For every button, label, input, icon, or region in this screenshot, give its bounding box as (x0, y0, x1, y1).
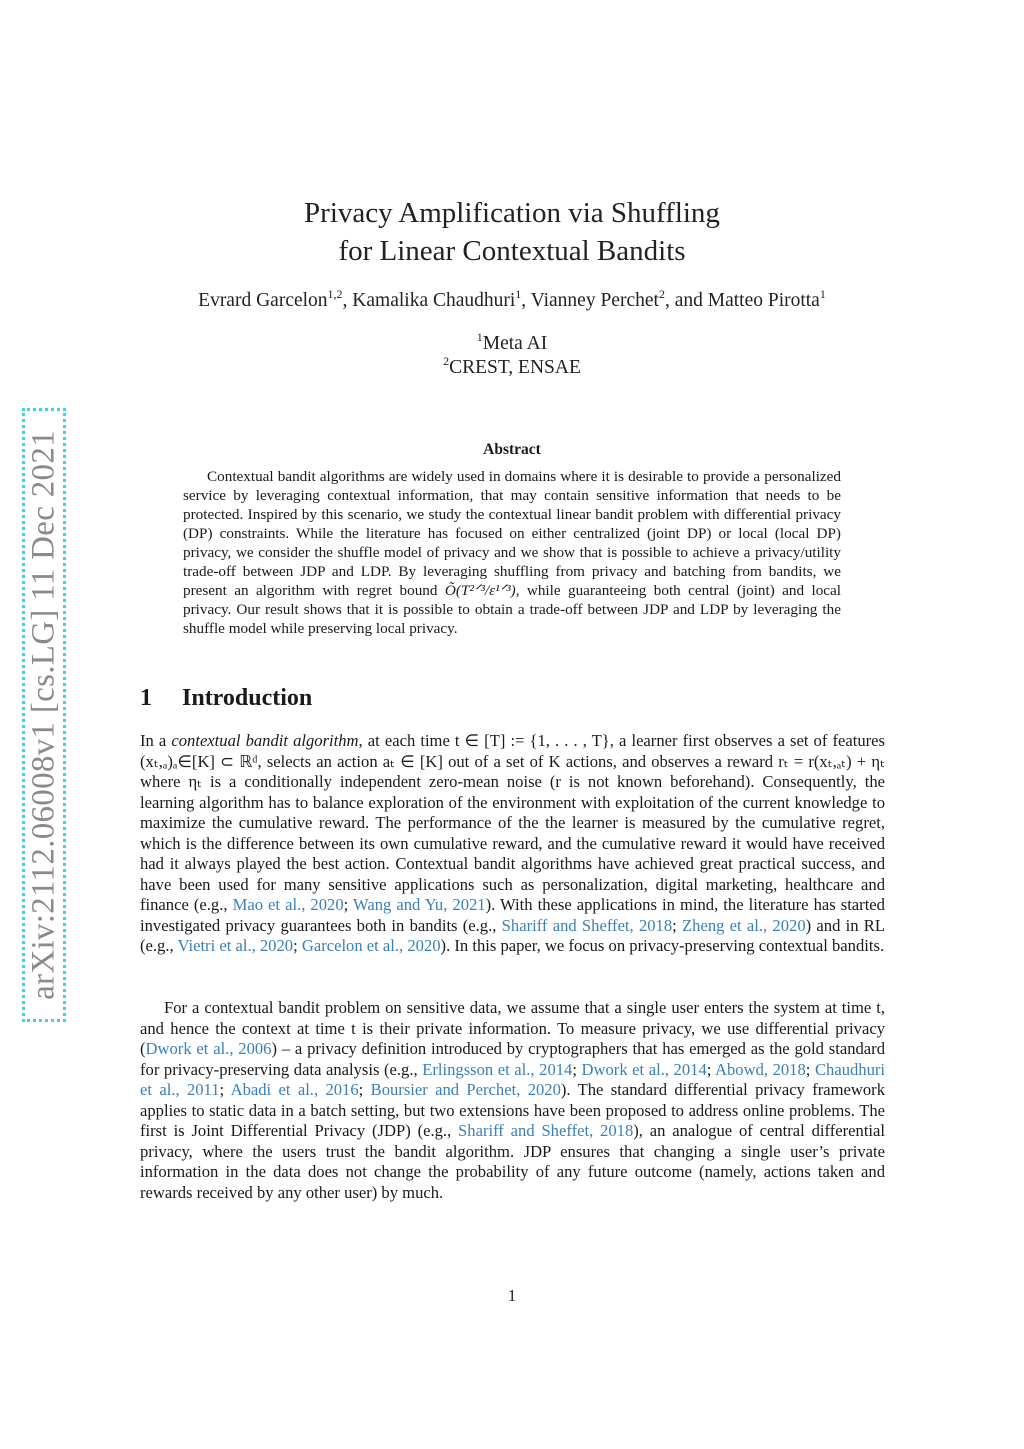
author-list (0, 287, 1024, 312)
paper-title (0, 194, 1024, 270)
citation-link[interactable]: Vietri et al., 2020 (177, 936, 294, 955)
abstract-body (183, 467, 841, 638)
title-line-1: Privacy Amplification via Shuffling (304, 197, 720, 229)
text-run: ). In this paper, we focus on privacy-preserving contextual bandits. (440, 936, 885, 955)
intro-paragraph-2 (140, 998, 885, 1203)
text-run: ). The standard differential privacy framework applies to static data in a batch setting, but two extensions have been proposed to address online problems. The first is Joint Differential Privacy (JDP) (e.g., (140, 1080, 886, 1140)
author-separator: , (342, 290, 353, 311)
author-name: Kamalika Chaudhuri (352, 290, 516, 311)
author-affiliation-mark: 1,2 (327, 287, 343, 301)
section-heading-introduction (140, 685, 312, 712)
citation-link[interactable]: Boursier and Perchet, 2020 (370, 1080, 561, 1099)
text-run: ; (219, 1080, 231, 1099)
abstract-heading: Abstract (483, 441, 541, 458)
text-run: ) – a privacy definition introduced by cryptographers that has emerged as the gold standard for privacy-preserving data analysis (e.g., (140, 1039, 885, 1079)
text-run: ) and in RL (e.g., (140, 915, 885, 955)
author-name: Matteo Pirotta (707, 290, 820, 311)
text-run: ; (358, 1080, 371, 1099)
citation-link[interactable]: Dwork et al., 2014 (581, 1059, 707, 1079)
citation-link[interactable]: Erlingsson et al., 2014 (422, 1059, 573, 1079)
author-affiliation-mark: 1 (819, 287, 826, 301)
author-separator: , and (664, 290, 708, 311)
abstract-text-part-2: , while guaranteeing both central (joint) and local privacy. Our result shows that it is possible to obtain a trade-off between JDP and LDP by leveraging the shuffle model while preserving local privacy. (183, 582, 841, 637)
text-run: , at each time t ∈ [T] := {1, . . . , T}, a learner first observes a set of features (xₜ,ₐ)ₐ∈[K] ⊂ ℝᵈ, selects an action aₜ ∈ [K] out of a set of K actions, and observes a reward rₜ = r(xₜ,ₐₜ) + ηₜ where ηₜ is a conditionally independent zero-mean noise (r is not known beforehand). Consequently, the learning algorithm has to balance exploration of the environment with exploitation of the current knowledge to maximize the cumulative reward. The performance of the the learner is measured by the cumulative regret, which is the difference between its own cumulative reward, and the cumulative reward it would have received had it always played the best action. Contextual bandit algorithms have achieved great practical success, and have been used for many sensitive applications such as personalization, digital marketing, healthcare and finance (e.g., (140, 731, 885, 914)
citation-link[interactable]: Garcelon et al., 2020 (301, 936, 441, 955)
text-run: ; (572, 1059, 582, 1079)
citation-link[interactable]: Abadi et al., 2016 (230, 1080, 359, 1099)
affiliation-name: Meta AI (482, 333, 548, 354)
title-line-2: for Linear Contextual Bandits (338, 235, 686, 267)
author-separator: , (521, 290, 531, 311)
citation-link[interactable]: Zheng et al., 2020 (682, 915, 806, 935)
author-name: Evrard Garcelon (198, 290, 328, 311)
citation-link[interactable]: Abowd, 2018 (715, 1059, 806, 1079)
citation-link[interactable]: Chaudhuri et al., 2011 (140, 1059, 886, 1099)
author-affiliation-mark: 1 (515, 287, 522, 301)
affiliation-mark: 1 (476, 330, 483, 344)
citation-link[interactable]: Shariff and Sheffet, 2018 (501, 915, 673, 935)
citation-link[interactable]: Wang and Yu, 2021 (353, 895, 486, 914)
section-title: Introduction (182, 685, 313, 711)
text-run: ; (343, 895, 353, 914)
citation-link[interactable]: Dwork et al., 2006 (145, 1039, 272, 1058)
author-name: Vianney Perchet (530, 290, 659, 311)
arxiv-side-stamp (22, 408, 66, 1022)
affiliation-1 (0, 330, 1024, 355)
text-run: ; (672, 915, 683, 935)
text-run: ; (706, 1059, 716, 1079)
affiliation-name: CREST, ENSAE (449, 357, 581, 378)
arxiv-identifier: arXiv:2112.06008v1 [cs.LG] 11 Dec 2021 (25, 430, 62, 1000)
text-run: For a contextual bandit problem on sensitive data, we assume that a single user enters the system at time t, and hence the context at time t is their private information. To measure privacy, we use differential privacy ( (140, 998, 885, 1058)
regret-bound: Õ(T²ᐟ³/ε¹ᐟ³) (444, 582, 516, 599)
affiliation-2 (0, 354, 1024, 379)
page-number: 1 (507, 1286, 517, 1305)
abstract-text-part-1: Contextual bandit algorithms are widely used in domains where it is desirable to provide a personalized service by leveraging contextual information, that may contain sensitive information that needs to be protected. Inspired by this scenario, we study the contextual linear bandit problem with differential privacy (DP) constraints. While the literature has focused on either centralized (joint DP) or local (local DP) privacy, we consider the shuffle model of privacy and we show that is possible to achieve a privacy/utility trade-off between JDP and LDP. By leveraging shuffling from privacy and batching from bandits, we present an algorithm with regret bound (183, 468, 841, 599)
emphasis-term: contextual bandit algorithm (171, 731, 359, 750)
citation-link[interactable]: Shariff and Sheffet, 2018 (458, 1121, 634, 1140)
text-run: ; (805, 1059, 815, 1079)
text-run: ; (293, 936, 302, 955)
section-number: 1 (140, 685, 152, 711)
text-run: ). With these applications in mind, the literature has started investigated privacy guarantees both in bandits (e.g., (140, 895, 885, 935)
affiliation-mark: 2 (443, 354, 450, 368)
text-run: In a (140, 731, 172, 750)
citation-link[interactable]: Mao et al., 2020 (232, 895, 344, 914)
intro-paragraph-1 (140, 731, 885, 957)
text-run: ), an analogue of central differential privacy, where the users trust the bandit algorithm. JDP ensures that changing a single user’s private information in the data does not change the probability of any future outcome (namely, actions taken and rewards received by any other user) by much. (140, 1121, 886, 1202)
author-affiliation-mark: 2 (658, 287, 665, 301)
